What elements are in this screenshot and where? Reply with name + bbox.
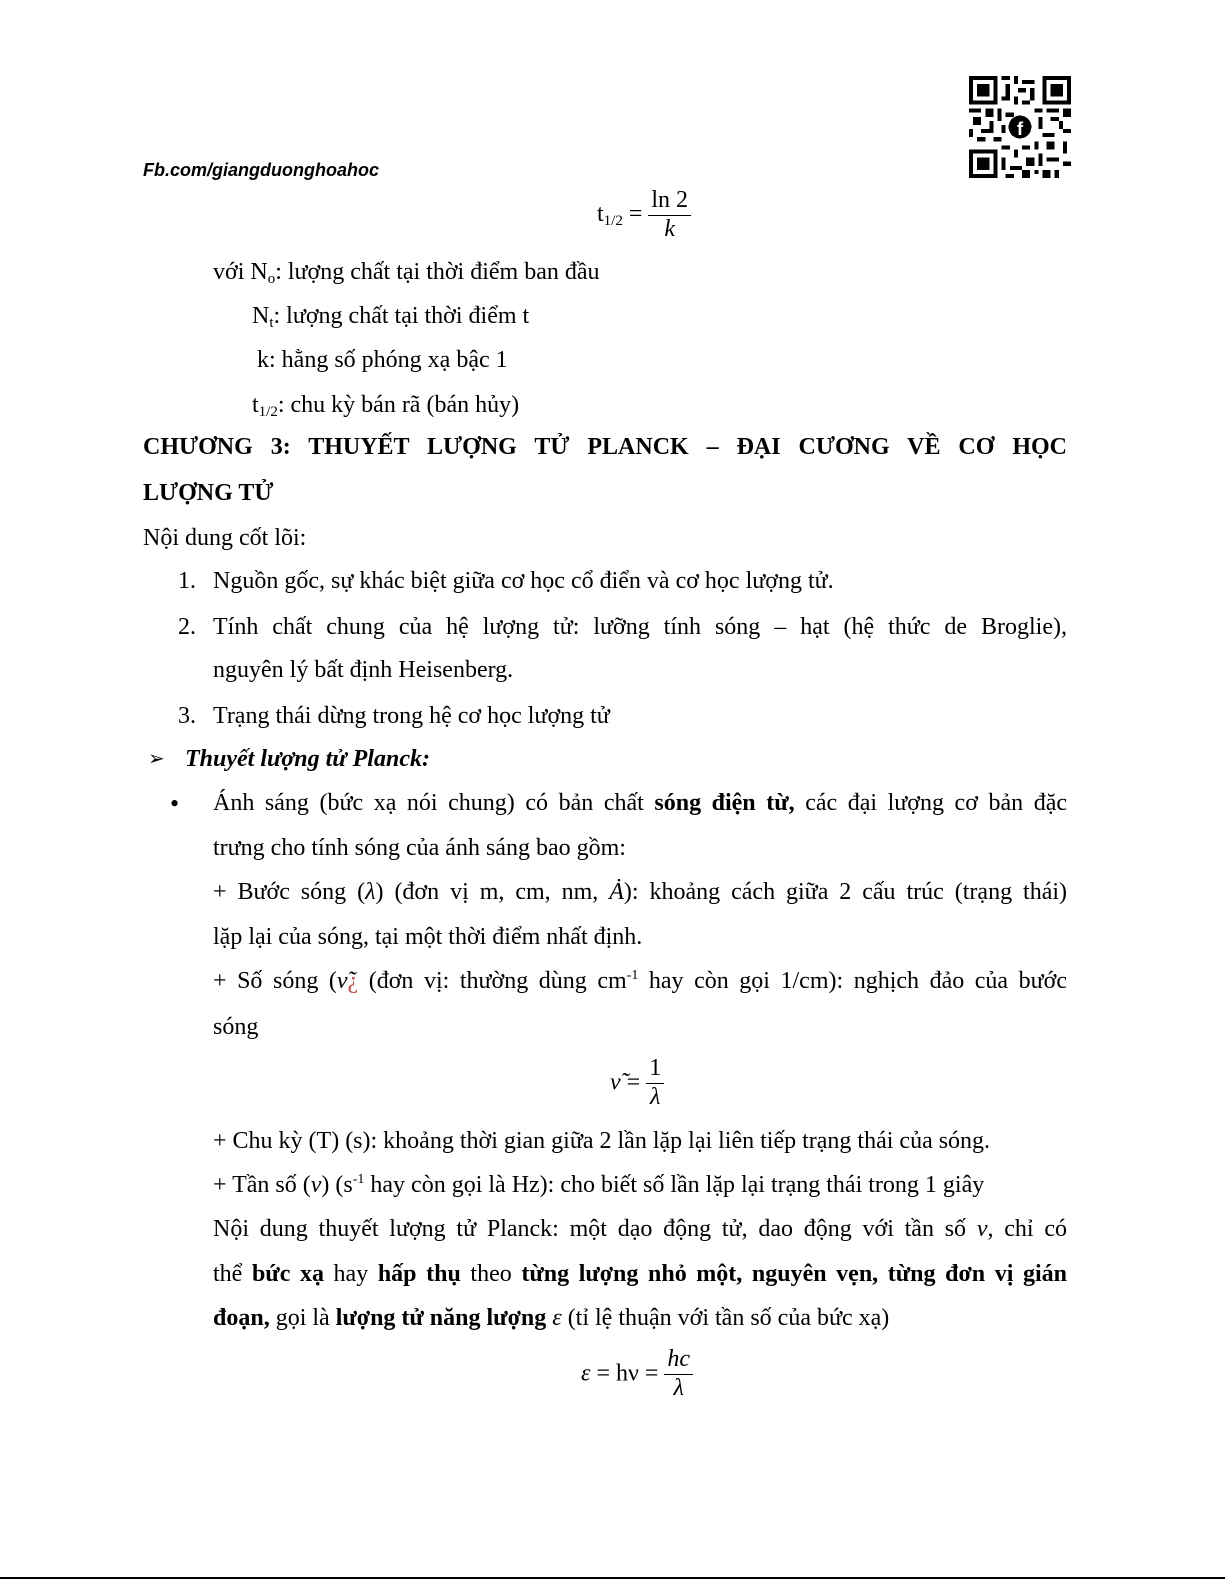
wavenumber-formula: ν̃ = $\frac{1}{\lambda}$ (610, 1055, 664, 1111)
list-item-number: 1. (178, 568, 196, 594)
paragraph-light-nature-cont: trưng cho tính sóng của ánh sáng bao gồm: (213, 835, 626, 861)
page-bottom-border (0, 1577, 1225, 1579)
definition-half-life: $t_{1/2}$: chu kỳ bán rã (bán hủy) (252, 392, 520, 420)
list-item: Nguồn gốc, sự khác biệt giữa cơ học cổ điển và cơ học lượng tử. (213, 568, 834, 594)
wavelength-definition: + Bước sóng (λ) (đơn vị m, cm, nm, Ȧ): khoảng cách giữa 2 cấu trúc (trạng thái) (213, 879, 1068, 905)
bullet-icon: • (170, 789, 180, 818)
core-content-label: Nội dung cốt lõi: (143, 525, 307, 551)
chapter-heading-line1: CHƯƠNG 3: THUYẾT LƯỢNG TỬ PLANCK – ĐẠI CƯƠNG VỀ CƠ HỌC (143, 434, 1067, 460)
wavenumber-definition: + Số sóng (ν̃¿ (đơn vị: thường dùng $cm^{-1}$ hay còn gọi 1/cm): nghịch đảo của bước (213, 968, 1067, 994)
list-item-number: 2. (178, 614, 196, 640)
energy-formula: ε = hν = $\frac{hc}{\lambda}$ (581, 1346, 693, 1402)
definition-k: k: hằng số phóng xạ bậc 1 (257, 347, 508, 373)
list-item-continuation: nguyên lý bất định Heisenberg. (213, 657, 514, 683)
definition-nt: $N_t$: lượng chất tại thời điểm t (252, 303, 530, 331)
paragraph-light-nature: Ánh sáng (bức xạ nói chung) có bản chất sóng điện từ, các đại lượng cơ bản đặc (213, 790, 1068, 816)
planck-statement-end: đoạn, gọi là lượng tử năng lượng ε (tỉ lệ thuận với tần số của bức xạ) (213, 1305, 890, 1331)
period-definition: + Chu kỳ (T) (s): khoảng thời gian giữa 2 lần lặp lại liên tiếp trạng thái của sóng. (213, 1128, 991, 1154)
wavenumber-definition-cont: sóng (213, 1014, 259, 1040)
svg-text:f: f (1016, 117, 1024, 139)
planck-statement: Nội dung thuyết lượng tử Planck: một dạo động tử, dao động với tần số ν, chỉ có (213, 1216, 1067, 1242)
list-item-number: 3. (178, 703, 196, 729)
list-item: Tính chất chung của hệ lượng tử: lưỡng tính sóng – hạt (hệ thức de Broglie), (213, 614, 1067, 640)
half-life-formula: $t_{1/2}$ = $\frac{\ln 2}{k}$ (597, 187, 691, 243)
planck-statement-cont: thể bức xạ hay hấp thụ theo từng lượng nhỏ một, nguyên vẹn, từng đơn vị gián (213, 1261, 1068, 1287)
list-item: Trạng thái dừng trong hệ cơ học lượng tử (213, 703, 610, 729)
chapter-heading-line2: LƯỢNG TỬ (143, 480, 274, 506)
arrow-bullet-icon: ➢ (148, 748, 165, 770)
wavelength-definition-cont: lặp lại của sóng, tại một thời điểm nhất định. (213, 924, 643, 950)
facebook-link[interactable]: Fb.com/giangduonghoahoc (143, 160, 379, 180)
qr-code-icon (969, 76, 1071, 178)
definition-n0: với $N_o$: lượng chất tại thời điểm ban đầu (213, 259, 600, 287)
frequency-definition: + Tần số (ν) ($s^{-1}$ hay còn gọi là Hz): cho biết số lần lặp lại trạng thái trong 1 giây (213, 1172, 985, 1198)
section-title: Thuyết lượng tử Planck: (185, 746, 430, 772)
